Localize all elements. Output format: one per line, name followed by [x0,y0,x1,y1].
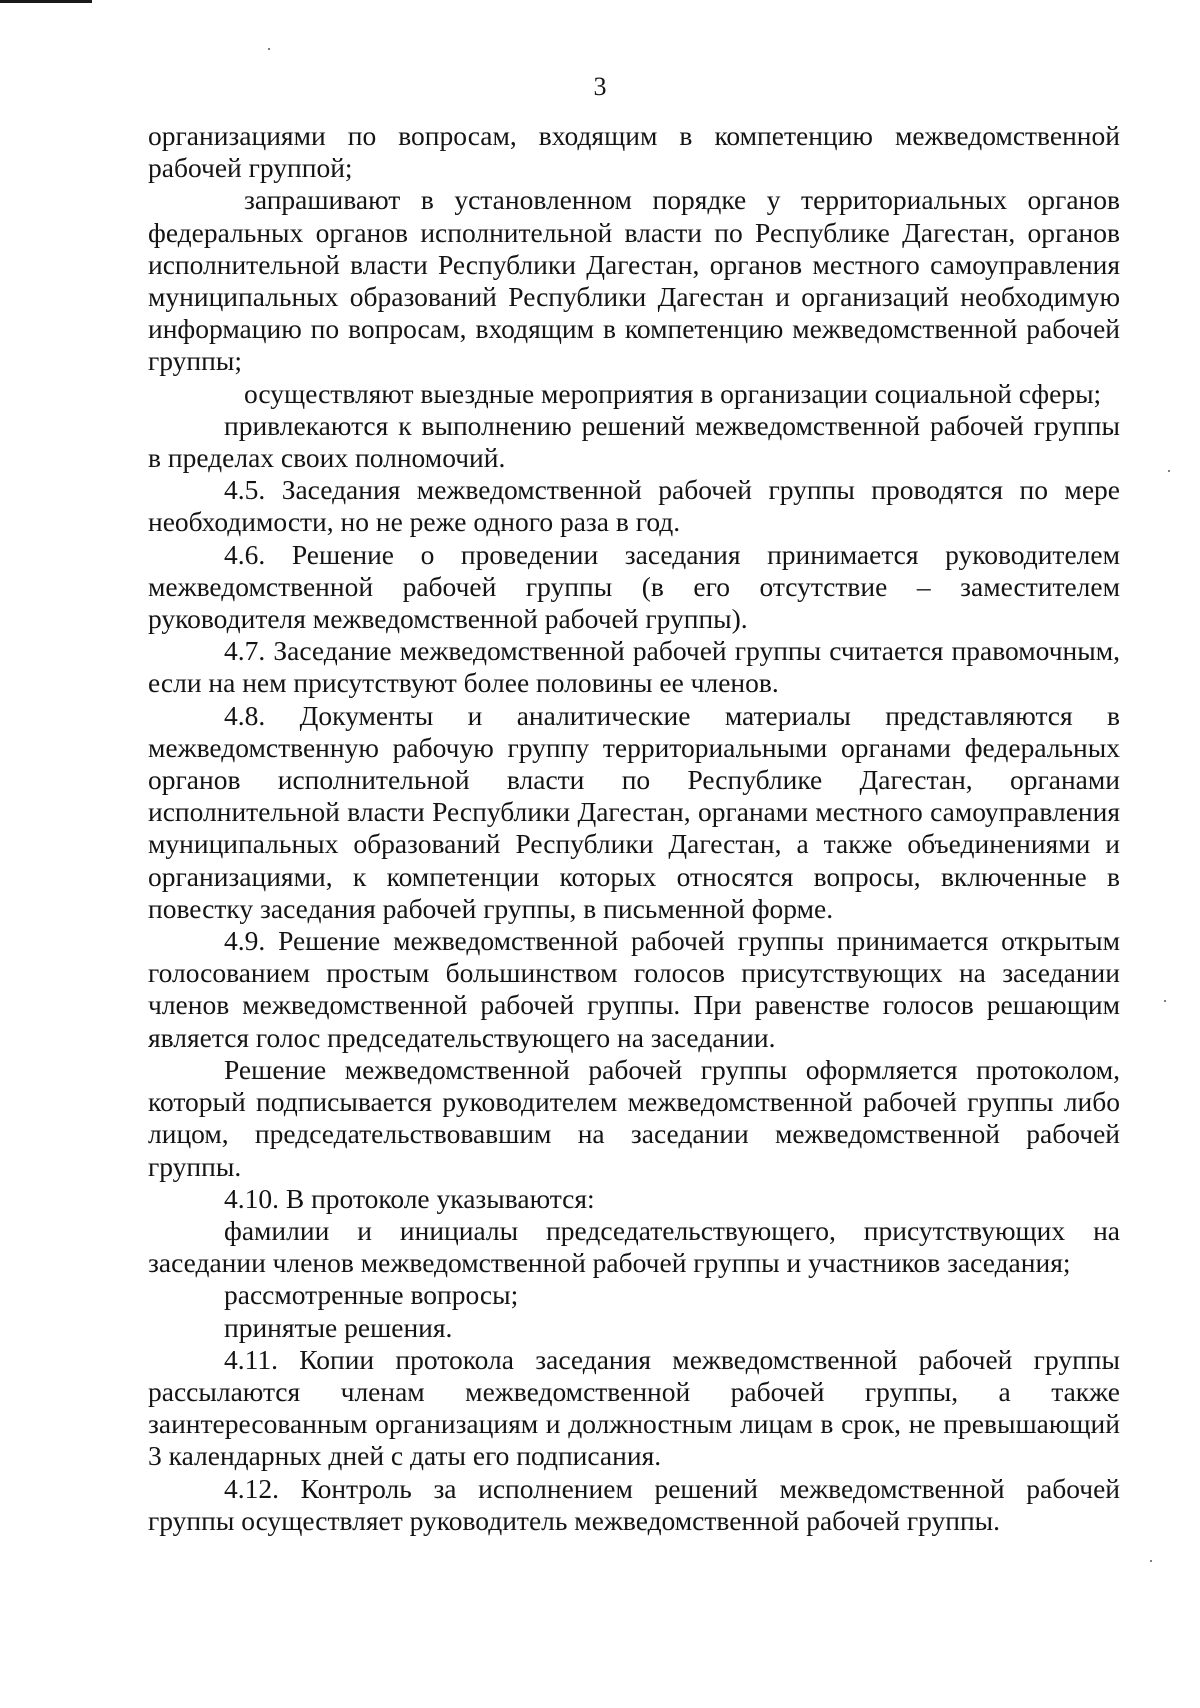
paragraph-4-9: 4.9. Решение межведомственной рабочей группы принимается открытым голосованием простым большинством голосов присутствующих на заседании членов межведомственной рабочей группы. При равенстве голосов решающим является голос председательствующего на заседании. [148,925,1120,1053]
paragraph-field-events: осуществляют выездные мероприятия в организации социальной сферы; [244,377,1102,409]
paragraph-decisions-made: принятые решения. [224,1311,453,1343]
paragraph-4-8: 4.8. Документы и аналитические материалы представляются в межведомственную рабочую группу территориальными органами федеральных органов исполнительной власти по Республике Дагестан, органами исполнительной власти Республики Дагестан, органами местного самоуправления муниципальных образований Республики Дагестан, а также объединениями и организациями, к компетенции которых относятся вопросы, включенные в повестку заседания рабочей группы, в письменной форме. [148,699,1120,924]
scan-speck [268,48,270,50]
paragraph-4-7: 4.7. Заседание межведомственной рабочей группы считается правомочным, если на нем присутствуют более половины ее членов. [148,635,1120,699]
document-body [148,120,1120,1537]
paragraph-names-initials: фамилии и инициалы председательствующего, присутствующих на заседании членов межведомственной рабочей группы и участников заседания; [148,1214,1120,1279]
scan-edge-mark [0,0,92,3]
paragraph-involvement: привлекаются к выполнению решений межведомственной рабочей группы в пределах своих полномочий. [148,409,1120,474]
paragraph-4-11: 4.11. Копии протокола заседания межведомственной рабочей группы рассылаются членам межведомственной рабочей группы, а также заинтересованным организациям и должностным лицам в срок, не превышающий 3 календарных дней с даты его подписания. [148,1343,1120,1472]
page-number: 3 [593,72,607,101]
scan-speck [1150,1560,1152,1562]
scan-speck [1164,1000,1166,1002]
paragraph-request-info: запрашивают в установленном порядке у территориальных органов федеральных органов исполнительной власти по Республике Дагестан, органов исполнительной власти Республики Дагестан, органов местного самоуправления муниципальных образований Республики Дагестан и организаций необходимую информацию по вопросам, входящим в компетенцию межведомственной рабочей группы; [148,184,1120,377]
paragraph-4-5: 4.5. Заседания межведомственной рабочей группы проводятся по мере необходимости, но не реже одного раза в год. [148,474,1120,538]
paragraph-4-6: 4.6. Решение о проведении заседания принимается руководителем межведомственной рабочей группы (в его отсутствие – заместителем руководителя межведомственной рабочей группы). [148,538,1120,635]
paragraph-continuation: организациями по вопросам, входящим в компетенцию межведомственной рабочей группой; [148,120,1120,184]
paragraph-4-10: 4.10. В протоколе указываются: [224,1182,595,1214]
scan-speck [1168,470,1170,472]
paragraph-4-12: 4.12. Контроль за исполнением решений межведомственной рабочей группы осуществляет руководитель межведомственной рабочей группы. [148,1472,1120,1536]
paragraph-considered-issues: рассмотренные вопросы; [224,1279,519,1311]
paragraph-decision-protocol: Решение межведомственной рабочей группы оформляется протоколом, который подписывается руководителем межведомственной рабочей группы либо лицом, председательствовавшим на заседании межведомственной рабочей группы. [148,1053,1120,1182]
